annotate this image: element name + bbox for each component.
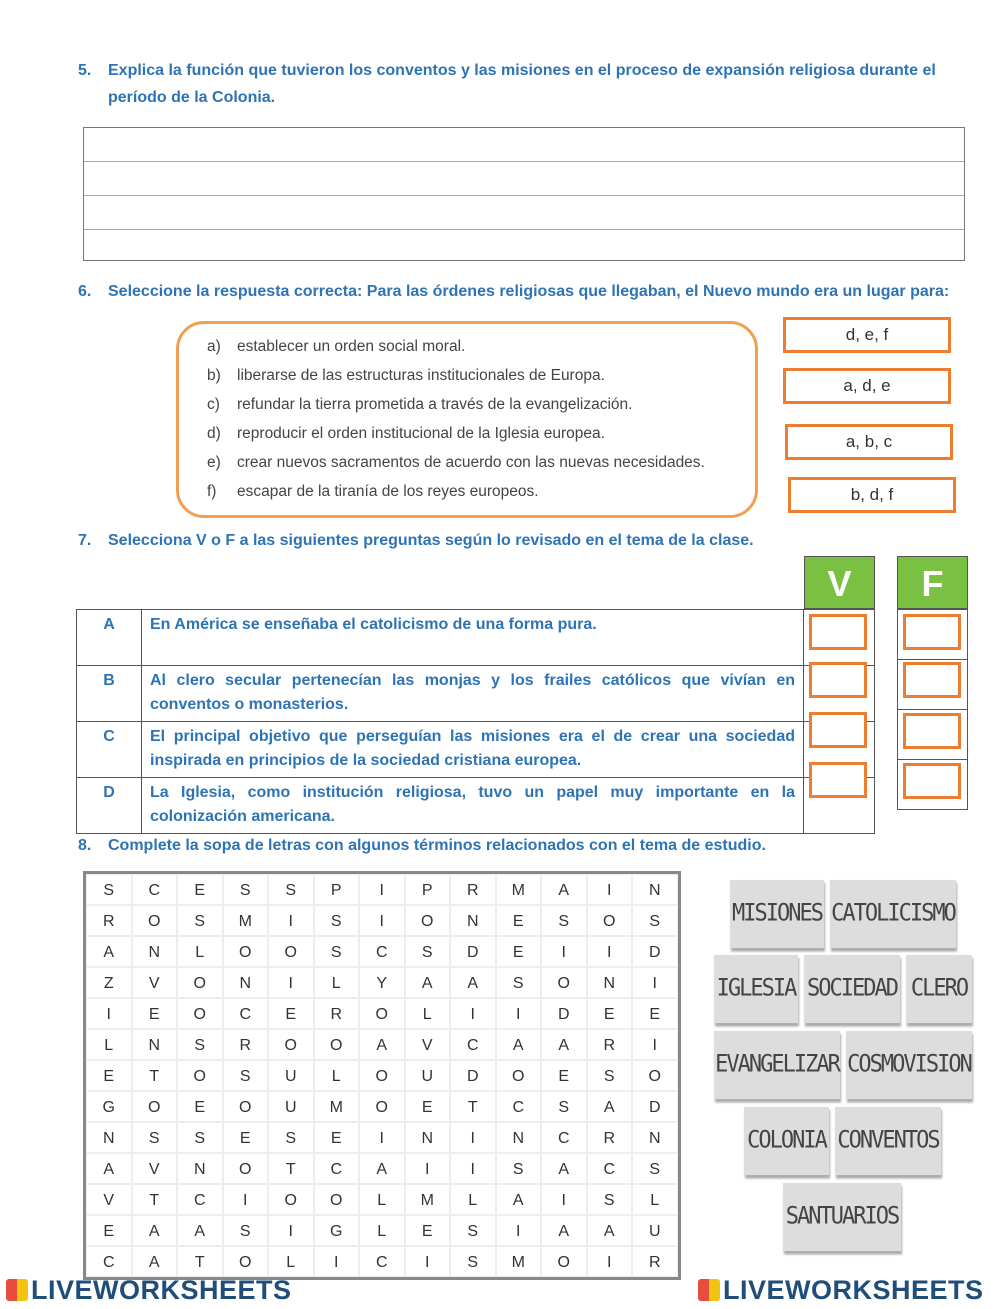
grid-cell[interactable]: D [450,936,496,967]
option-item: e) crear nuevos sacramentos de acuerdo con las nuevas necesidades. [207,454,705,471]
grid-cell[interactable]: V [86,1184,132,1215]
grid-cell[interactable]: O [177,1060,223,1091]
grid-cell[interactable]: I [359,905,405,936]
grid-cell[interactable]: S [450,1215,496,1246]
grid-cell[interactable]: S [132,1122,178,1153]
grid-cell[interactable]: I [496,1215,542,1246]
word-tile: MISIONES [730,880,824,948]
grid-cell[interactable]: N [177,1153,223,1184]
grid-cell[interactable]: E [268,998,314,1029]
grid-cell[interactable]: C [450,1029,496,1060]
grid-cell[interactable]: N [587,967,633,998]
grid-cell[interactable]: C [541,1122,587,1153]
option-item: c) refundar la tierra prometida a través de la evangelización. [207,396,633,413]
grid-cell[interactable]: A [541,1029,587,1060]
liveworksheets-logo: LIVEWORKSHEETS [698,1275,984,1306]
grid-cell[interactable]: U [268,1060,314,1091]
grid-cell[interactable]: I [541,936,587,967]
grid-cell[interactable]: O [268,1029,314,1060]
word-tile: COSMOVISION [846,1031,972,1099]
grid-cell[interactable]: C [359,1246,405,1277]
grid-cell[interactable]: A [405,967,451,998]
grid-cell[interactable]: T [132,1184,178,1215]
grid-cell[interactable]: D [541,998,587,1029]
true-checkbox[interactable] [809,614,867,650]
grid-cell[interactable]: E [405,1091,451,1122]
question-8: 8. Complete la sopa de letras con algunos términos relacionados con el tema de estudio. [78,837,766,854]
grid-cell[interactable]: R [314,998,360,1029]
option-item: a) establecer un orden social moral. [207,338,466,355]
false-checkbox[interactable] [903,763,961,799]
grid-cell[interactable]: O [132,905,178,936]
grid-cell[interactable]: I [405,1153,451,1184]
grid-cell[interactable]: A [359,1153,405,1184]
grid-cell[interactable]: S [268,1122,314,1153]
grid-cell[interactable]: C [496,1091,542,1122]
grid-cell[interactable]: N [450,905,496,936]
word-tile: COLONIA [744,1107,829,1175]
answer-option[interactable]: a, d, e [783,368,951,404]
grid-cell[interactable]: U [268,1091,314,1122]
grid-cell[interactable]: A [496,1184,542,1215]
grid-cell[interactable]: M [405,1184,451,1215]
grid-cell[interactable]: A [450,967,496,998]
grid-cell[interactable]: T [268,1153,314,1184]
grid-cell[interactable]: I [359,1122,405,1153]
grid-cell[interactable]: N [132,1029,178,1060]
grid-cell[interactable]: L [450,1184,496,1215]
option-item: d) reproducir el orden institucional de la Iglesia europea. [207,425,605,442]
grid-cell[interactable]: O [223,1246,269,1277]
grid-cell[interactable]: I [450,1153,496,1184]
grid-cell[interactable]: A [496,1029,542,1060]
grid-cell[interactable]: E [132,998,178,1029]
grid-cell[interactable]: I [541,1184,587,1215]
grid-cell[interactable]: V [405,1029,451,1060]
grid-cell[interactable]: L [86,1029,132,1060]
table-row: C El principal objetivo que perseguían las misiones era el de crear una sociedad inspirada en principios de la sociedad cristiana europea. [77,722,875,778]
grid-cell[interactable]: A [541,874,587,905]
grid-cell[interactable]: R [223,1029,269,1060]
grid-cell[interactable]: A [132,1215,178,1246]
grid-cell[interactable]: E [86,1215,132,1246]
grid-cell[interactable]: R [86,905,132,936]
grid-cell[interactable]: N [86,1122,132,1153]
grid-cell[interactable]: V [132,1153,178,1184]
grid-cell[interactable]: O [405,905,451,936]
grid-cell[interactable]: Z [86,967,132,998]
grid-cell[interactable]: L [632,1184,678,1215]
false-checkbox[interactable] [903,614,961,650]
logo-icon [6,1279,28,1301]
grid-cell[interactable]: C [177,1184,223,1215]
grid-cell[interactable]: O [314,1184,360,1215]
grid-cell[interactable]: V [132,967,178,998]
option-item: b) liberarse de las estructuras institucionales de Europa. [207,367,605,384]
word-tile: CONVENTOS [835,1107,941,1175]
grid-cell[interactable]: E [632,998,678,1029]
grid-cell[interactable]: I [496,998,542,1029]
grid-cell[interactable]: N [405,1122,451,1153]
grid-cell[interactable]: E [405,1215,451,1246]
answer-option[interactable]: b, d, f [788,477,956,513]
grid-cell[interactable]: C [132,874,178,905]
grid-cell[interactable]: A [132,1246,178,1277]
grid-cell[interactable]: S [223,1060,269,1091]
grid-cell[interactable]: S [496,967,542,998]
grid-cell[interactable]: N [223,967,269,998]
grid-cell[interactable]: R [632,1246,678,1277]
true-checkbox[interactable] [809,712,867,748]
grid-cell[interactable]: I [314,1246,360,1277]
question-5: 5. Explica la función que tuvieron los conventos y las misiones en el proceso de expansión religiosa durante el período de la Colonia. [78,62,936,106]
grid-cell[interactable]: S [587,1060,633,1091]
options-box [176,321,758,518]
grid-cell[interactable]: S [86,874,132,905]
grid-cell[interactable]: N [632,874,678,905]
grid-cell[interactable]: E [223,1122,269,1153]
grid-cell[interactable]: O [359,998,405,1029]
grid-cell[interactable]: O [177,998,223,1029]
grid-cell[interactable]: N [496,1122,542,1153]
grid-cell[interactable]: O [177,967,223,998]
grid-cell[interactable]: E [314,1122,360,1153]
word-tile: CLERO [906,955,972,1023]
table-row: A En América se enseñaba el catolicismo de una forma pura. [77,610,875,666]
grid-cell[interactable]: O [268,1184,314,1215]
grid-cell[interactable]: I [268,967,314,998]
grid-cell[interactable]: E [86,1060,132,1091]
grid-cell[interactable]: I [405,1246,451,1277]
grid-cell[interactable]: A [541,1153,587,1184]
grid-cell[interactable]: O [632,1060,678,1091]
grid-cell[interactable]: O [314,1029,360,1060]
table-row: B Al clero secular pertenecían las monjas y los frailes católicos que vivían en conventos o monasterios. [77,666,875,722]
grid-cell[interactable]: M [496,1246,542,1277]
table-row: D La Iglesia, como institución religiosa, tuvo un papel muy importante en la colonización americana. [77,778,875,834]
word-search-grid[interactable] [83,871,681,1280]
answer-option[interactable]: d, e, f [783,317,951,353]
grid-cell[interactable]: L [314,1060,360,1091]
answer-option[interactable]: a, b, c [785,424,953,460]
grid-cell[interactable]: P [405,874,451,905]
true-header: V [804,556,875,609]
grid-cell[interactable]: C [359,936,405,967]
grid-cell[interactable]: D [632,936,678,967]
grid-cell[interactable]: C [86,1246,132,1277]
grid-cell[interactable]: O [268,936,314,967]
grid-cell[interactable]: A [587,1091,633,1122]
grid-cell[interactable]: R [450,874,496,905]
grid-cell[interactable]: T [177,1246,223,1277]
grid-cell[interactable]: I [86,998,132,1029]
grid-cell[interactable]: O [541,967,587,998]
grid-cell[interactable]: N [132,936,178,967]
grid-cell[interactable]: O [223,936,269,967]
grid-cell[interactable]: O [223,1153,269,1184]
grid-cell[interactable]: I [632,1029,678,1060]
liveworksheets-logo: LIVEWORKSHEETS [6,1275,292,1306]
grid-cell[interactable]: S [632,905,678,936]
option-item: f) escapar de la tiranía de los reyes europeos. [207,483,539,500]
grid-cell[interactable]: A [541,1215,587,1246]
grid-cell[interactable]: G [314,1215,360,1246]
grid-cell[interactable]: I [359,874,405,905]
grid-cell[interactable]: S [314,905,360,936]
grid-cell[interactable]: T [132,1060,178,1091]
grid-cell[interactable]: D [632,1091,678,1122]
grid-cell[interactable]: R [587,1029,633,1060]
grid-cell[interactable]: R [587,1122,633,1153]
grid-cell[interactable]: S [177,1029,223,1060]
grid-cell[interactable]: M [223,905,269,936]
grid-cell[interactable]: I [632,967,678,998]
word-tile: SANTUARIOS [783,1183,901,1251]
grid-cell[interactable]: S [541,905,587,936]
word-tile: IGLESIA [714,955,798,1023]
grid-cell[interactable]: S [223,1215,269,1246]
grid-cell[interactable]: L [359,1184,405,1215]
grid-cell[interactable]: L [405,998,451,1029]
grid-cell[interactable]: A [587,1215,633,1246]
word-tile: SOCIEDAD [804,955,900,1023]
word-tile: CATOLICISMO [830,880,956,948]
question-6: 6. Seleccione la respuesta correcta: Para las órdenes religiosas que llegaban, el Nuevo mundo era un lugar para: [78,283,950,300]
grid-cell[interactable]: C [587,1153,633,1184]
grid-cell[interactable]: M [314,1091,360,1122]
grid-cell[interactable]: S [541,1091,587,1122]
grid-cell[interactable]: Y [359,967,405,998]
grid-cell[interactable]: I [268,1215,314,1246]
grid-cell[interactable]: D [450,1060,496,1091]
grid-cell[interactable]: S [177,1122,223,1153]
grid-cell[interactable]: U [632,1215,678,1246]
grid-cell[interactable]: L [314,967,360,998]
grid-cell[interactable]: S [314,936,360,967]
grid-cell[interactable]: O [359,1060,405,1091]
grid-cell[interactable]: S [223,874,269,905]
grid-cell[interactable]: A [177,1215,223,1246]
true-checkbox[interactable] [809,662,867,698]
grid-cell[interactable]: A [359,1029,405,1060]
grid-cell[interactable]: O [223,1091,269,1122]
grid-cell[interactable]: M [496,874,542,905]
grid-cell[interactable]: A [86,1153,132,1184]
grid-cell[interactable]: U [405,1060,451,1091]
grid-cell[interactable]: L [359,1215,405,1246]
grid-cell[interactable]: T [450,1091,496,1122]
grid-cell[interactable]: S [496,1153,542,1184]
grid-cell[interactable]: O [359,1091,405,1122]
grid-cell[interactable]: I [587,874,633,905]
false-header: F [897,556,968,609]
grid-cell[interactable]: O [587,905,633,936]
grid-cell[interactable]: S [405,936,451,967]
grid-cell[interactable]: E [496,936,542,967]
question-7: 7. Selecciona V o F a las siguientes preguntas según lo revisado en el tema de la clase. [78,532,754,549]
grid-cell[interactable]: L [177,936,223,967]
logo-icon [698,1279,720,1301]
grid-cell[interactable]: I [587,936,633,967]
grid-cell[interactable]: I [268,905,314,936]
answer-lines-q5[interactable] [83,127,965,261]
grid-cell[interactable]: E [541,1060,587,1091]
grid-cell[interactable]: N [632,1122,678,1153]
grid-cell[interactable]: O [496,1060,542,1091]
grid-cell[interactable]: I [587,1246,633,1277]
grid-cell[interactable]: L [268,1246,314,1277]
grid-cell[interactable]: G [86,1091,132,1122]
false-checkbox[interactable] [903,662,961,698]
grid-cell[interactable]: S [587,1184,633,1215]
grid-cell[interactable]: P [314,874,360,905]
grid-cell[interactable]: I [450,1122,496,1153]
grid-cell[interactable]: E [177,874,223,905]
grid-cell[interactable]: S [177,905,223,936]
grid-cell[interactable]: I [223,1184,269,1215]
word-tile: EVANGELIZAR [714,1031,840,1099]
true-checkbox[interactable] [809,762,867,798]
grid-cell[interactable]: C [223,998,269,1029]
grid-cell[interactable]: I [450,998,496,1029]
grid-cell[interactable]: C [314,1153,360,1184]
grid-cell[interactable]: S [632,1153,678,1184]
grid-cell[interactable]: O [132,1091,178,1122]
grid-cell[interactable]: S [268,874,314,905]
grid-cell[interactable]: E [177,1091,223,1122]
grid-cell[interactable]: S [450,1246,496,1277]
grid-cell[interactable]: E [587,998,633,1029]
grid-cell[interactable]: O [541,1246,587,1277]
grid-cell[interactable]: A [86,936,132,967]
grid-cell[interactable]: E [496,905,542,936]
false-checkbox[interactable] [903,713,961,749]
true-false-table [76,609,875,834]
